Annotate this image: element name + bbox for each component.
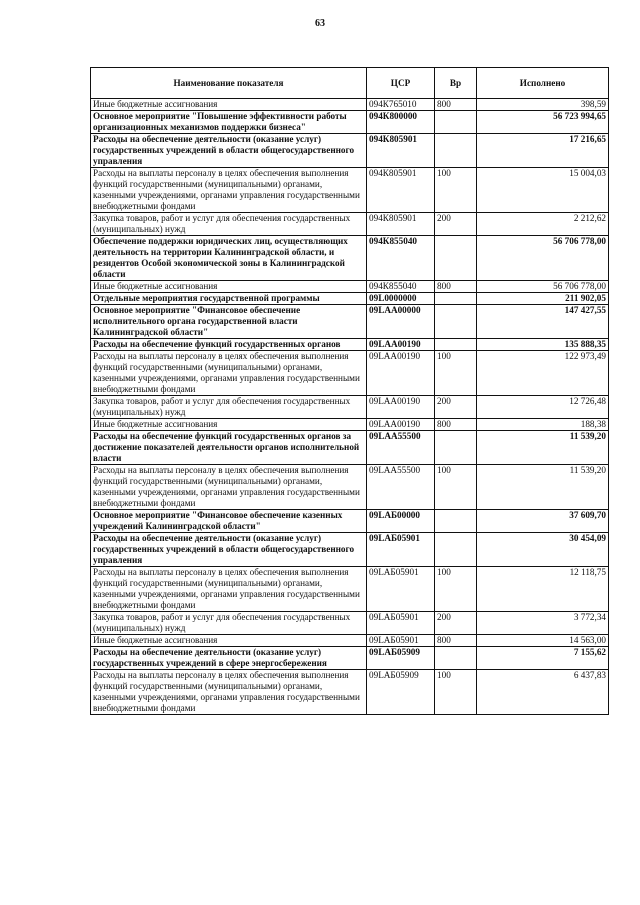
- table-row: [91, 567, 609, 612]
- cell-csr: 09LАА55500: [367, 465, 435, 510]
- cell-vr: [435, 236, 477, 281]
- cell-csr: 09LАА00190: [367, 396, 435, 419]
- cell-vr: [435, 647, 477, 670]
- cell-name: Основное мероприятие "Финансовое обеспечение исполнительного органа государственной власти Калининградской области": [91, 305, 367, 339]
- cell-executed: 12 726,48: [477, 396, 609, 419]
- cell-executed: 56 723 994,65: [477, 111, 609, 134]
- table-row: [91, 213, 609, 236]
- cell-executed: 14 563,00: [477, 635, 609, 647]
- cell-vr: [435, 305, 477, 339]
- cell-name: Закупка товаров, работ и услуг для обеспечения государственных (муниципальных) нужд: [91, 213, 367, 236]
- table-row: [91, 305, 609, 339]
- cell-csr: 094К855040: [367, 236, 435, 281]
- cell-executed: 2 212,62: [477, 213, 609, 236]
- table-row: [91, 351, 609, 396]
- cell-vr: 100: [435, 465, 477, 510]
- table-row: [91, 670, 609, 715]
- table-row: [91, 647, 609, 670]
- table-row: [91, 510, 609, 533]
- cell-executed: 37 609,70: [477, 510, 609, 533]
- header-indicator-name: Наименование показателя: [91, 68, 367, 99]
- cell-name: Расходы на обеспечение функций государственных органов за достижение показателей деятельности органов исполнительной власти: [91, 431, 367, 465]
- cell-csr: 09LАБ05901: [367, 635, 435, 647]
- cell-executed: 15 004,03: [477, 168, 609, 213]
- cell-executed: 147 427,55: [477, 305, 609, 339]
- cell-name: Расходы на выплаты персоналу в целях обеспечения выполнения функций государственными (муниципальными) органами, казенными учреждениями, органами управления государственными внебюджетными фондами: [91, 168, 367, 213]
- cell-executed: 56 706 778,00: [477, 281, 609, 293]
- cell-csr: 094К805901: [367, 213, 435, 236]
- cell-vr: 800: [435, 281, 477, 293]
- table-row: [91, 396, 609, 419]
- table-row: [91, 533, 609, 567]
- table-row: [91, 236, 609, 281]
- cell-name: Иные бюджетные ассигнования: [91, 635, 367, 647]
- cell-csr: 094К800000: [367, 111, 435, 134]
- cell-name: Расходы на выплаты персоналу в целях обеспечения выполнения функций государственными (муниципальными) органами, казенными учреждениями, органами управления государственными внебюджетными фондами: [91, 351, 367, 396]
- header-vr: Вр: [435, 68, 477, 99]
- cell-csr: 09LАБ05901: [367, 567, 435, 612]
- cell-executed: 7 155,62: [477, 647, 609, 670]
- table-row: [91, 99, 609, 111]
- table-row: [91, 419, 609, 431]
- cell-name: Основное мероприятие "Финансовое обеспечение казенных учреждений Калининградской области": [91, 510, 367, 533]
- cell-vr: [435, 111, 477, 134]
- cell-csr: 094К765010: [367, 99, 435, 111]
- cell-executed: 3 772,34: [477, 612, 609, 635]
- table-row: [91, 612, 609, 635]
- cell-executed: 211 902,05: [477, 293, 609, 305]
- cell-executed: 188,38: [477, 419, 609, 431]
- cell-executed: 11 539,20: [477, 431, 609, 465]
- cell-executed: 11 539,20: [477, 465, 609, 510]
- cell-vr: 100: [435, 168, 477, 213]
- table-row: [91, 465, 609, 510]
- cell-name: Расходы на выплаты персоналу в целях обеспечения выполнения функций государственными (муниципальными) органами, казенными учреждениями, органами управления государственными внебюджетными фондами: [91, 465, 367, 510]
- cell-csr: 09LАА55500: [367, 431, 435, 465]
- cell-executed: 30 454,09: [477, 533, 609, 567]
- cell-vr: 800: [435, 419, 477, 431]
- cell-vr: [435, 293, 477, 305]
- cell-vr: 800: [435, 99, 477, 111]
- page-number: 63: [315, 18, 325, 29]
- budget-execution-table: [90, 67, 609, 715]
- cell-vr: [435, 339, 477, 351]
- cell-vr: 100: [435, 351, 477, 396]
- header-executed: Исполнено: [477, 68, 609, 99]
- table-header-row: [91, 68, 609, 99]
- cell-name: Иные бюджетные ассигнования: [91, 99, 367, 111]
- cell-vr: 200: [435, 213, 477, 236]
- cell-vr: 200: [435, 612, 477, 635]
- table-row: [91, 168, 609, 213]
- cell-name: Отдельные мероприятия государственной программы: [91, 293, 367, 305]
- table-row: [91, 339, 609, 351]
- table-row: [91, 293, 609, 305]
- cell-name: Расходы на обеспечение деятельности (оказание услуг) государственных учреждений в области общегосударственного управления: [91, 533, 367, 567]
- table-row: [91, 281, 609, 293]
- cell-csr: 09LАА00190: [367, 419, 435, 431]
- cell-name: Обеспечение поддержки юридических лиц, осуществляющих деятельность на территории Калининградской области, и резидентов Особой экономической зоны в Калининградской области: [91, 236, 367, 281]
- cell-csr: 09LАА00190: [367, 339, 435, 351]
- cell-vr: [435, 134, 477, 168]
- cell-csr: 09LАБ05909: [367, 647, 435, 670]
- cell-executed: 398,59: [477, 99, 609, 111]
- cell-executed: 17 216,65: [477, 134, 609, 168]
- cell-vr: 100: [435, 670, 477, 715]
- cell-executed: 6 437,83: [477, 670, 609, 715]
- table-row: [91, 635, 609, 647]
- cell-executed: 135 888,35: [477, 339, 609, 351]
- cell-vr: [435, 510, 477, 533]
- cell-csr: 09LАА00000: [367, 305, 435, 339]
- cell-name: Закупка товаров, работ и услуг для обеспечения государственных (муниципальных) нужд: [91, 396, 367, 419]
- cell-csr: 09LАБ05909: [367, 670, 435, 715]
- header-csr: ЦСР: [367, 68, 435, 99]
- cell-vr: [435, 533, 477, 567]
- cell-csr: 09L0000000: [367, 293, 435, 305]
- cell-vr: 100: [435, 567, 477, 612]
- cell-name: Иные бюджетные ассигнования: [91, 419, 367, 431]
- cell-executed: 122 973,49: [477, 351, 609, 396]
- table-row: [91, 111, 609, 134]
- cell-name: Основное мероприятие "Повышение эффективности работы организационных механизмов поддержки бизнеса": [91, 111, 367, 134]
- cell-csr: 09LАА00190: [367, 351, 435, 396]
- cell-csr: 094К805901: [367, 168, 435, 213]
- cell-csr: 09LАБ00000: [367, 510, 435, 533]
- cell-vr: [435, 431, 477, 465]
- cell-executed: 56 706 778,00: [477, 236, 609, 281]
- cell-csr: 094К855040: [367, 281, 435, 293]
- cell-name: Расходы на выплаты персоналу в целях обеспечения выполнения функций государственными (муниципальными) органами, казенными учреждениями, органами управления государственными внебюджетными фондами: [91, 670, 367, 715]
- cell-csr: 09LАБ05901: [367, 612, 435, 635]
- cell-executed: 12 118,75: [477, 567, 609, 612]
- table-row: [91, 431, 609, 465]
- table-row: [91, 134, 609, 168]
- cell-name: Расходы на обеспечение деятельности (оказание услуг) государственных учреждений в области общегосударственного управления: [91, 134, 367, 168]
- cell-name: Расходы на обеспечение функций государственных органов: [91, 339, 367, 351]
- cell-name: Расходы на выплаты персоналу в целях обеспечения выполнения функций государственными (муниципальными) органами, казенными учреждениями, органами управления государственными внебюджетными фондами: [91, 567, 367, 612]
- cell-csr: 094К805901: [367, 134, 435, 168]
- cell-name: Иные бюджетные ассигнования: [91, 281, 367, 293]
- cell-vr: 800: [435, 635, 477, 647]
- cell-csr: 09LАБ05901: [367, 533, 435, 567]
- cell-vr: 200: [435, 396, 477, 419]
- cell-name: Расходы на обеспечение деятельности (оказание услуг) государственных учреждений в сфере энергосбережения: [91, 647, 367, 670]
- cell-name: Закупка товаров, работ и услуг для обеспечения государственных (муниципальных) нужд: [91, 612, 367, 635]
